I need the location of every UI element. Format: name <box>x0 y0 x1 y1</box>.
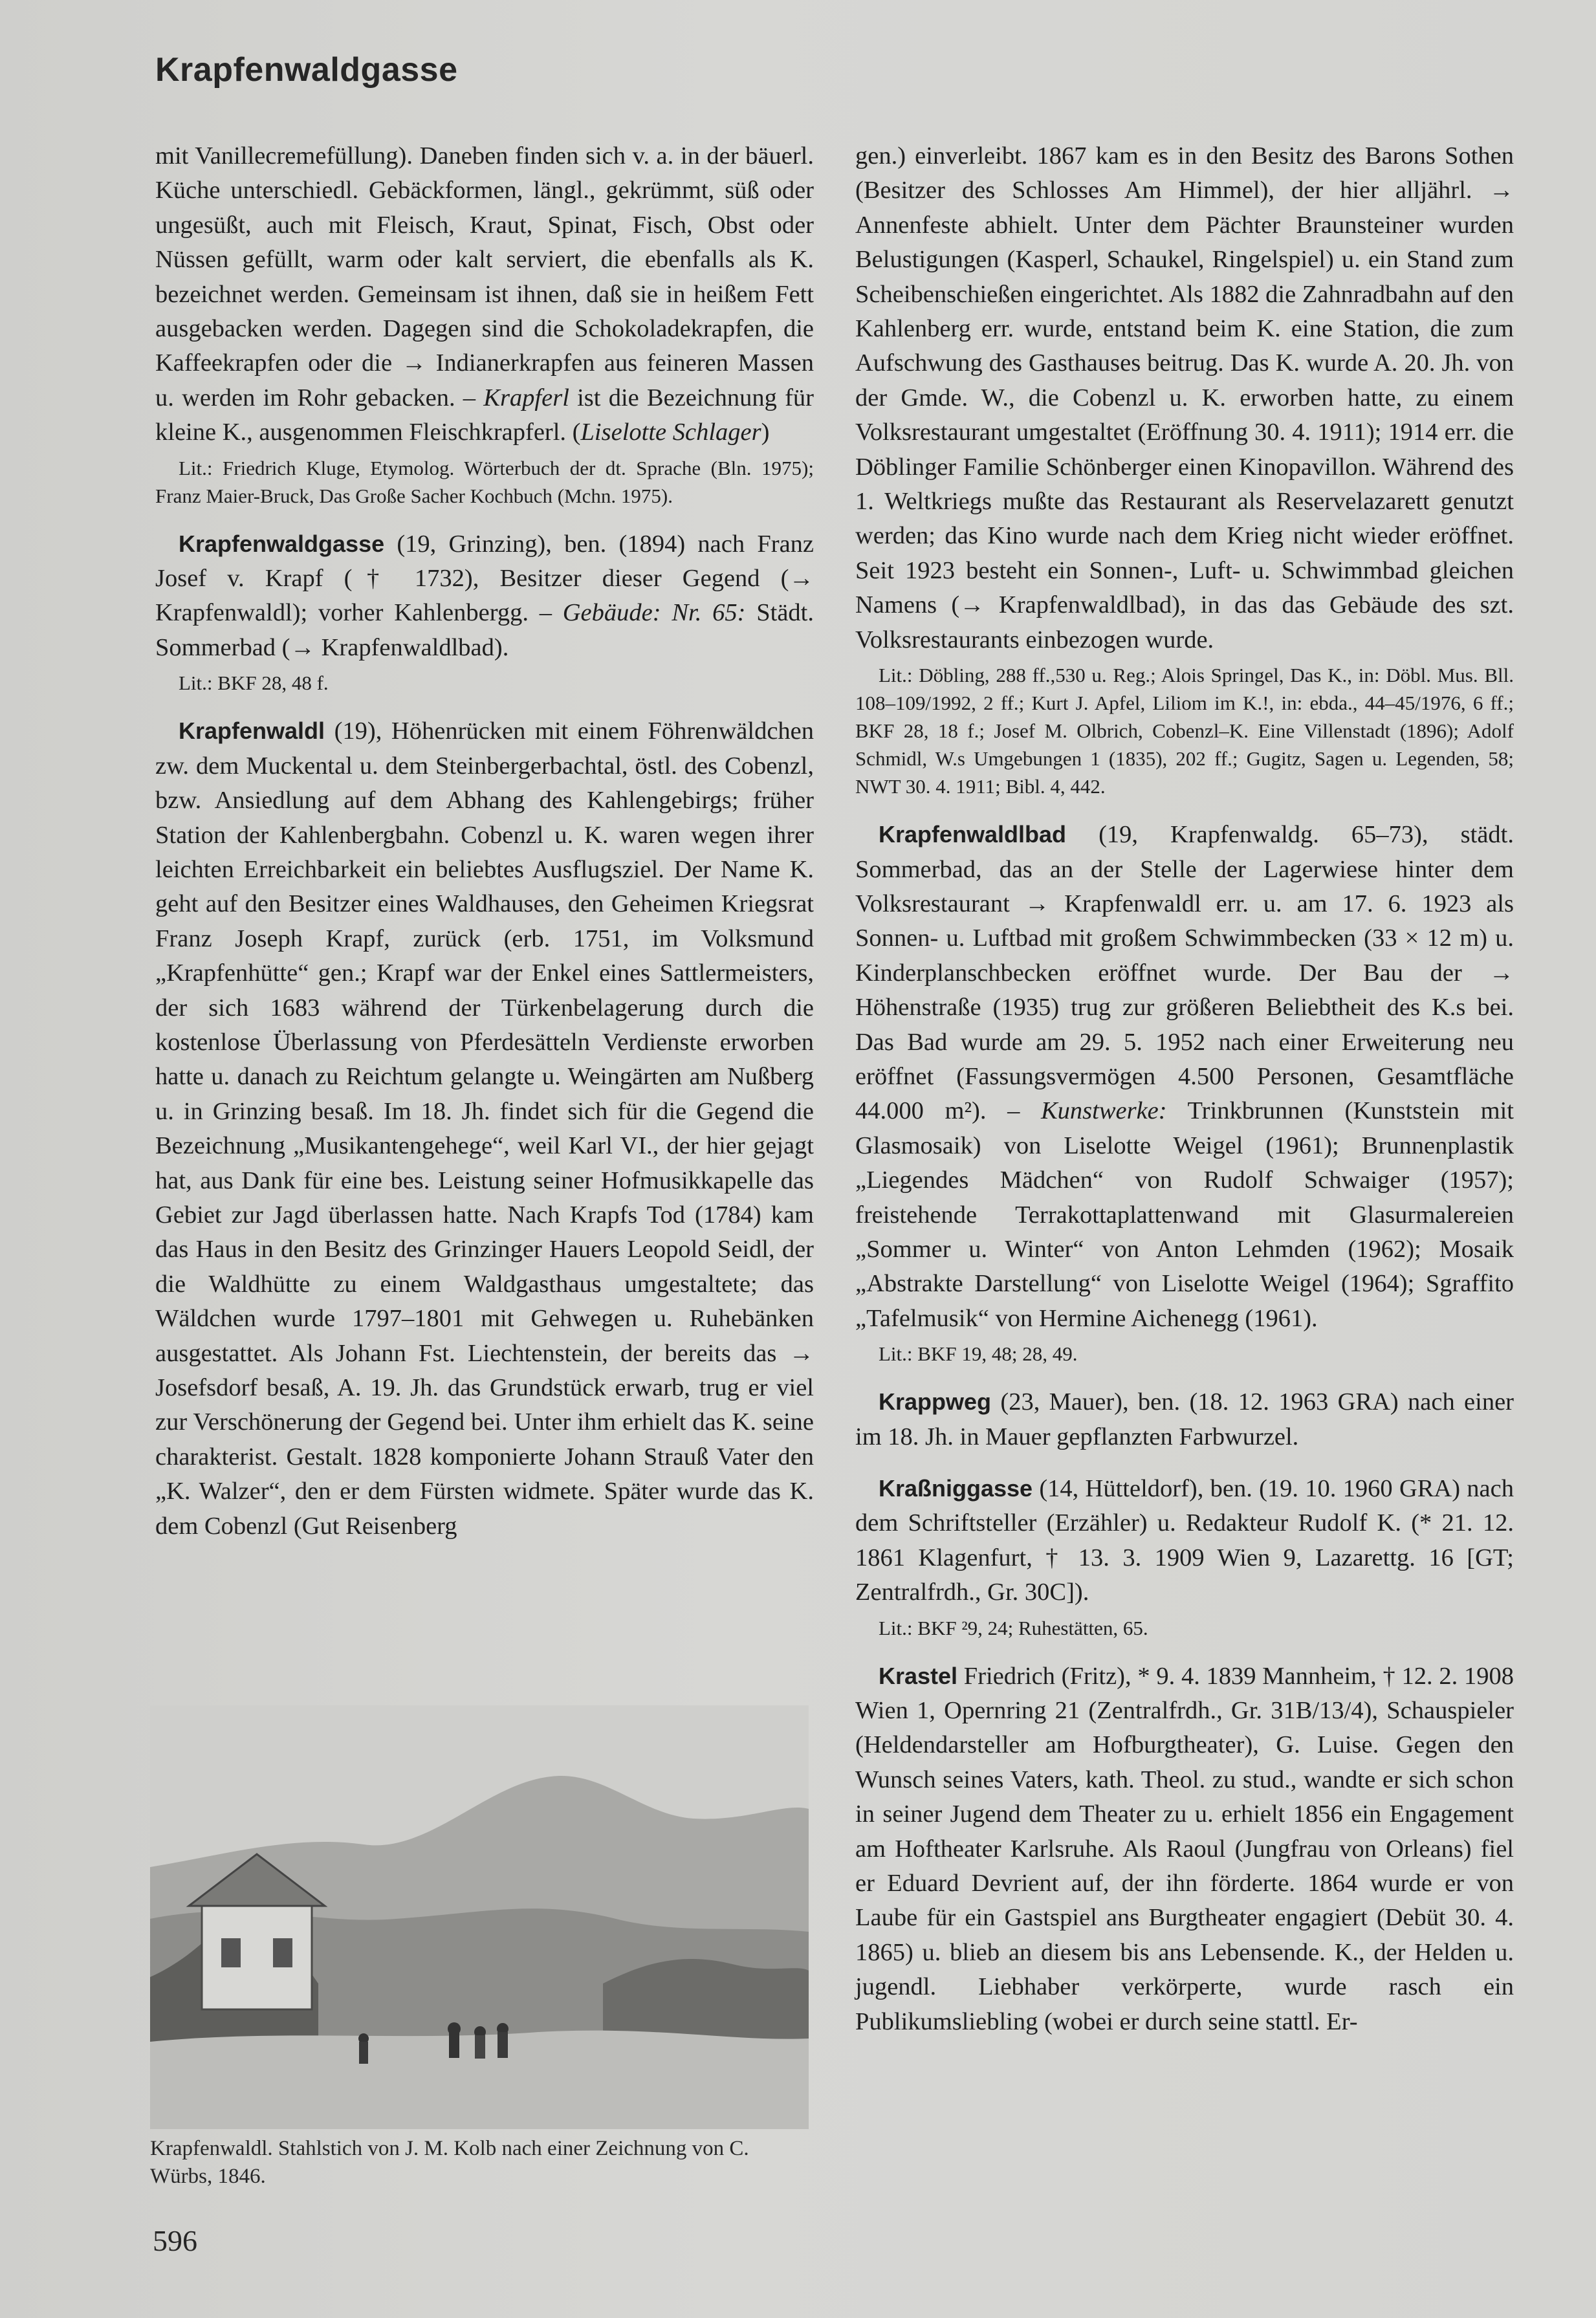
landscape-engraving <box>150 1705 809 2129</box>
literature-note: Lit.: Friedrich Kluge, Etymolog. Wörterbuch der dt. Sprache (Bln. 1975); Franz Maier-Bruck, Das Große Sacher Kochbuch (Mchn. 1975). <box>155 456 814 507</box>
entry-krastel: Krastel Friedrich (Fritz), * 9. 4. 1839 Mannheim, † 12. 2. 1908 Wien 1, Opernring 21 (Zentralfrdh., Gr. 31B/13/4), Schauspieler (Heldendarsteller am Hofburgtheater), G. Luise. Gegen den Wunsch seines Vaters, kath. Theol. zu stud., wandte er sich schon in seiner Jugend dem Theater zu u. erhielt 1856 ein Engagement am Hoftheater Karlsruhe. Als Raoul (Jungfrau von Orleans) fiel er Eduard Devrient auf, der ihn förderte. 1864 wurde er von Laube für ein Gastspiel ans Burgtheater engagiert (Debüt 30. 4. 1865) u. blieb an diesem bis ans Lebensende. K., der Helden u. jugendl. Liebhaber verkörperte, wurde rasch ein Publikumsliebling (wobei er durch seine stattl. Er- <box>855 1662 1514 2035</box>
entry-krapfenwaldl: Krapfenwaldl (19), Höhenrücken mit einem Föhrenwäldchen zw. dem Muckental u. dem Steinbergerbachtal, östl. des Cobenzl, bzw. Ansiedlung auf dem Abhang des Kahlengebirgs; früher Station der Kahlenbergbahn. Cobenzl u. K. waren wegen ihrer leichten Erreichbarkeit ein beliebtes Ausflugsziel. Der Name K. geht auf den Besitzer eines Waldhauses, den Geheimen Kriegsrat Franz Joseph Krapf, zurück (erb. 1751, im Volksmund „Krapfenhütte“ gen.; Krapf war der Enkel eines Sattlermeisters, der sich 1683 während der Türkenbelagerung durch die kostenlose Überlassung von Pferdesätteln Verdienste erworben hatte u. danach zu Reichtum gelangte u. Weingärten am Nußberg u. in Grinzing besaß. Im 18. Jh. findet sich für die Gegend die Bezeichnung „Musikantengehege“, weil Karl VI., der hier gejagt hat, aus Dank für eine bes. Leistung seiner Hofmusikkapelle das Gebiet zur Jagd überlassen hatte. Nach Krapfs Tod (1784) kam das Haus in den Besitz des Grinzinger Hauers Leopold Seidl, der die Waldhütte zu einem Waldgasthaus umgestaltete; das Wäldchen wurde 1797–1801 mit Gehwegen u. Ruhebänken ausgestattet. Als Johann Fst. Liechtenstein, der bereits das → Josefsdorf besaß, A. 19. Jh. das Grundstück erwarb, trug er viel zur Verschönerung der Gegend bei. Unter ihm erhielt das K. seine charakterist. Gestalt. 1828 komponierte Johann Strauß Vater den „K. Walzer“, den er dem Fürsten widmete. Später wurde das K. dem Cobenzl (Gut Reisenberg <box>155 717 814 1540</box>
entry-krappweg: Krappweg (23, Mauer), ben. (18. 12. 1963 GRA) nach einer im 18. Jh. in Mauer gepflanzten Farbwurzel. <box>855 1388 1514 1450</box>
entry-keyword: Kraßniggasse <box>879 1475 1033 1502</box>
entry-keyword: Krastel <box>879 1662 958 1689</box>
figure-caption: Krapfenwaldl. Stahlstich von J. M. Kolb nach einer Zeichnung von C. Würbs, 1846. <box>150 2137 749 2188</box>
literature-note: Lit.: Döbling, 288 ff.,530 u. Reg.; Alois Springel, Das K., in: Döbl. Mus. Bll. 108–109/1992, 2 ff.; Kurt J. Apfel, Liliom im K.!, in: ebda., 44–45/1976, 6 ff.; BKF 28, 18 f.; Josef M. Olbrich, Cobenzl–K. Eine Villenstadt (1896); Adolf Schmidl, W.s Umgebungen 1 (1835), 202 ff.; Gugitz, Sagen u. Legenden, 58; NWT 30. 4. 1911; Bibl. 4, 442. <box>855 664 1514 798</box>
entry-krapfenwaldgasse: Krapfenwaldgasse (19, Grinzing), ben. (1894) nach Franz Josef v. Krapf († 1732), Besitzer dieser Gegend (→ Krapfenwaldl); vorher Kahlenbergg. – Gebäude: Nr. 65: Städt. Sommerbad (→ Krapfenwaldlbad). <box>155 530 814 661</box>
right-column <box>855 139 1514 2039</box>
continued-entry-krapfenwaldl: gen.) einverleibt. 1867 kam es in den Besitz des Barons Sothen (Besitzer des Schlosses Am Himmel), der hier alljährl. → Annenfeste abhielt. Unter dem Pächter Braunsteiner wurden Belustigungen (Kasperl, Schaukel, Ringelspiel) u. ein Stand zum Scheibenschießen eingerichtet. Als 1882 die Zahnradbahn auf den Kahlenberg err. wurde, entstand beim K. eine Station, die zum Aufschwung des Gasthauses beitrug. Das K. wurde A. 20. Jh. von der Gmde. W., die Cobenzl u. K. erworben hatte, zu einem Volksrestaurant umgestaltet (Eröffnung 30. 4. 1911); 1914 err. die Döblinger Familie Schönberger einen Kinopavillon. Während des 1. Weltkriegs mußte das Restaurant als Reservelazarett genutzt werden; das Kino wurde nach dem Krieg nicht wieder eröffnet. Seit 1923 besteht ein Sonnen-, Luft- u. Schwimmbad gleichen Namens (→ Krapfenwaldlbad), in das das Gebäude des szt. Volksrestaurants einbezogen wurde. <box>855 142 1514 653</box>
page-number: 596 <box>153 2224 197 2257</box>
entry-keyword: Krapfenwaldl <box>179 717 325 745</box>
continued-entry-krapfen: mit Vanillecremefüllung). Daneben finden sich v. a. in der bäuerl. Küche unterschiedl. Gebäckformen, längl., gekrümmt, süß oder ungesüßt, auch mit Fleisch, Kraut, Spinat, Fisch, Obst oder Nüssen gefüllt, warm oder kalt serviert, die ebenfalls als K. bezeichnet werden. Gemeinsam ist ihnen, daß sie in heißem Fett ausgebacken werden. Dagegen sind die Schokoladekrapfen, die Kaffeekrapfen oder die → Indianerkrapfen aus feineren Massen u. werden im Rohr gebacken. – Krapferl ist die Bezeichnung für kleine K., ausgenommen Fleischkrapferl. (Liselotte Schlager) <box>155 142 814 446</box>
literature-note: Lit.: BKF ²9, 24; Ruhestätten, 65. <box>879 1616 1148 1639</box>
entry-krassniggasse: Kraßniggasse (14, Hütteldorf), ben. (19. 10. 1960 GRA) nach dem Schriftsteller (Erzähler) u. Redakteur Rudolf K. (* 21. 12. 1861 Klagenfurt, † 13. 3. 1909 Wien 9, Lazarettg. 16 [GT; Zentralfrdh., Gr. 30C]). <box>855 1475 1514 1606</box>
entry-krapfenwaldlbad: Krapfenwaldlbad (19, Krapfenwaldg. 65–73), städt. Sommerbad, das an der Stelle der Lagerwiese hinter dem Volksrestaurant → Krapfenwaldl err. u. am 17. 6. 1923 als Sonnen- u. Luftbad mit großem Schwimmbecken (33 × 12 m) u. Kinderplanschbecken eröffnet wurde. Der Bau der → Höhenstraße (1935) trug zur größeren Beliebtheit des K.s bei. Das Bad wurde am 29. 5. 1952 nach einer Erweiterung neu eröffnet (Fassungsvermögen 4.500 Personen, Gesamtfläche 44.000 m²). – Kunstwerke: Trinkbrunnen (Kunststein mit Glasmosaik) von Liselotte Weigel (1961); Brunnenplastik „Liegendes Mädchen“ von Rudolf Schwaiger (1957); freistehende Terrakottaplattenwand mit Glasurmalereien „Sommer u. Winter“ von Anton Lehmden (1962); Mosaik „Abstrakte Darstellung“ von Liselotte Weigel (1964); Sgraffito „Tafelmusik“ von Hermine Aichenegg (1961). <box>855 821 1514 1332</box>
literature-note: Lit.: BKF 19, 48; 28, 49. <box>879 1342 1078 1366</box>
entry-keyword: Krapfenwaldlbad <box>879 821 1067 848</box>
entry-keyword: Krappweg <box>879 1388 992 1416</box>
engraving-illustration <box>150 1705 809 2129</box>
left-column <box>155 139 814 1544</box>
entry-keyword: Krapfenwaldgasse <box>179 530 385 557</box>
literature-note: Lit.: BKF 28, 48 f. <box>179 672 329 695</box>
running-head: Krapfenwaldgasse <box>155 51 458 89</box>
